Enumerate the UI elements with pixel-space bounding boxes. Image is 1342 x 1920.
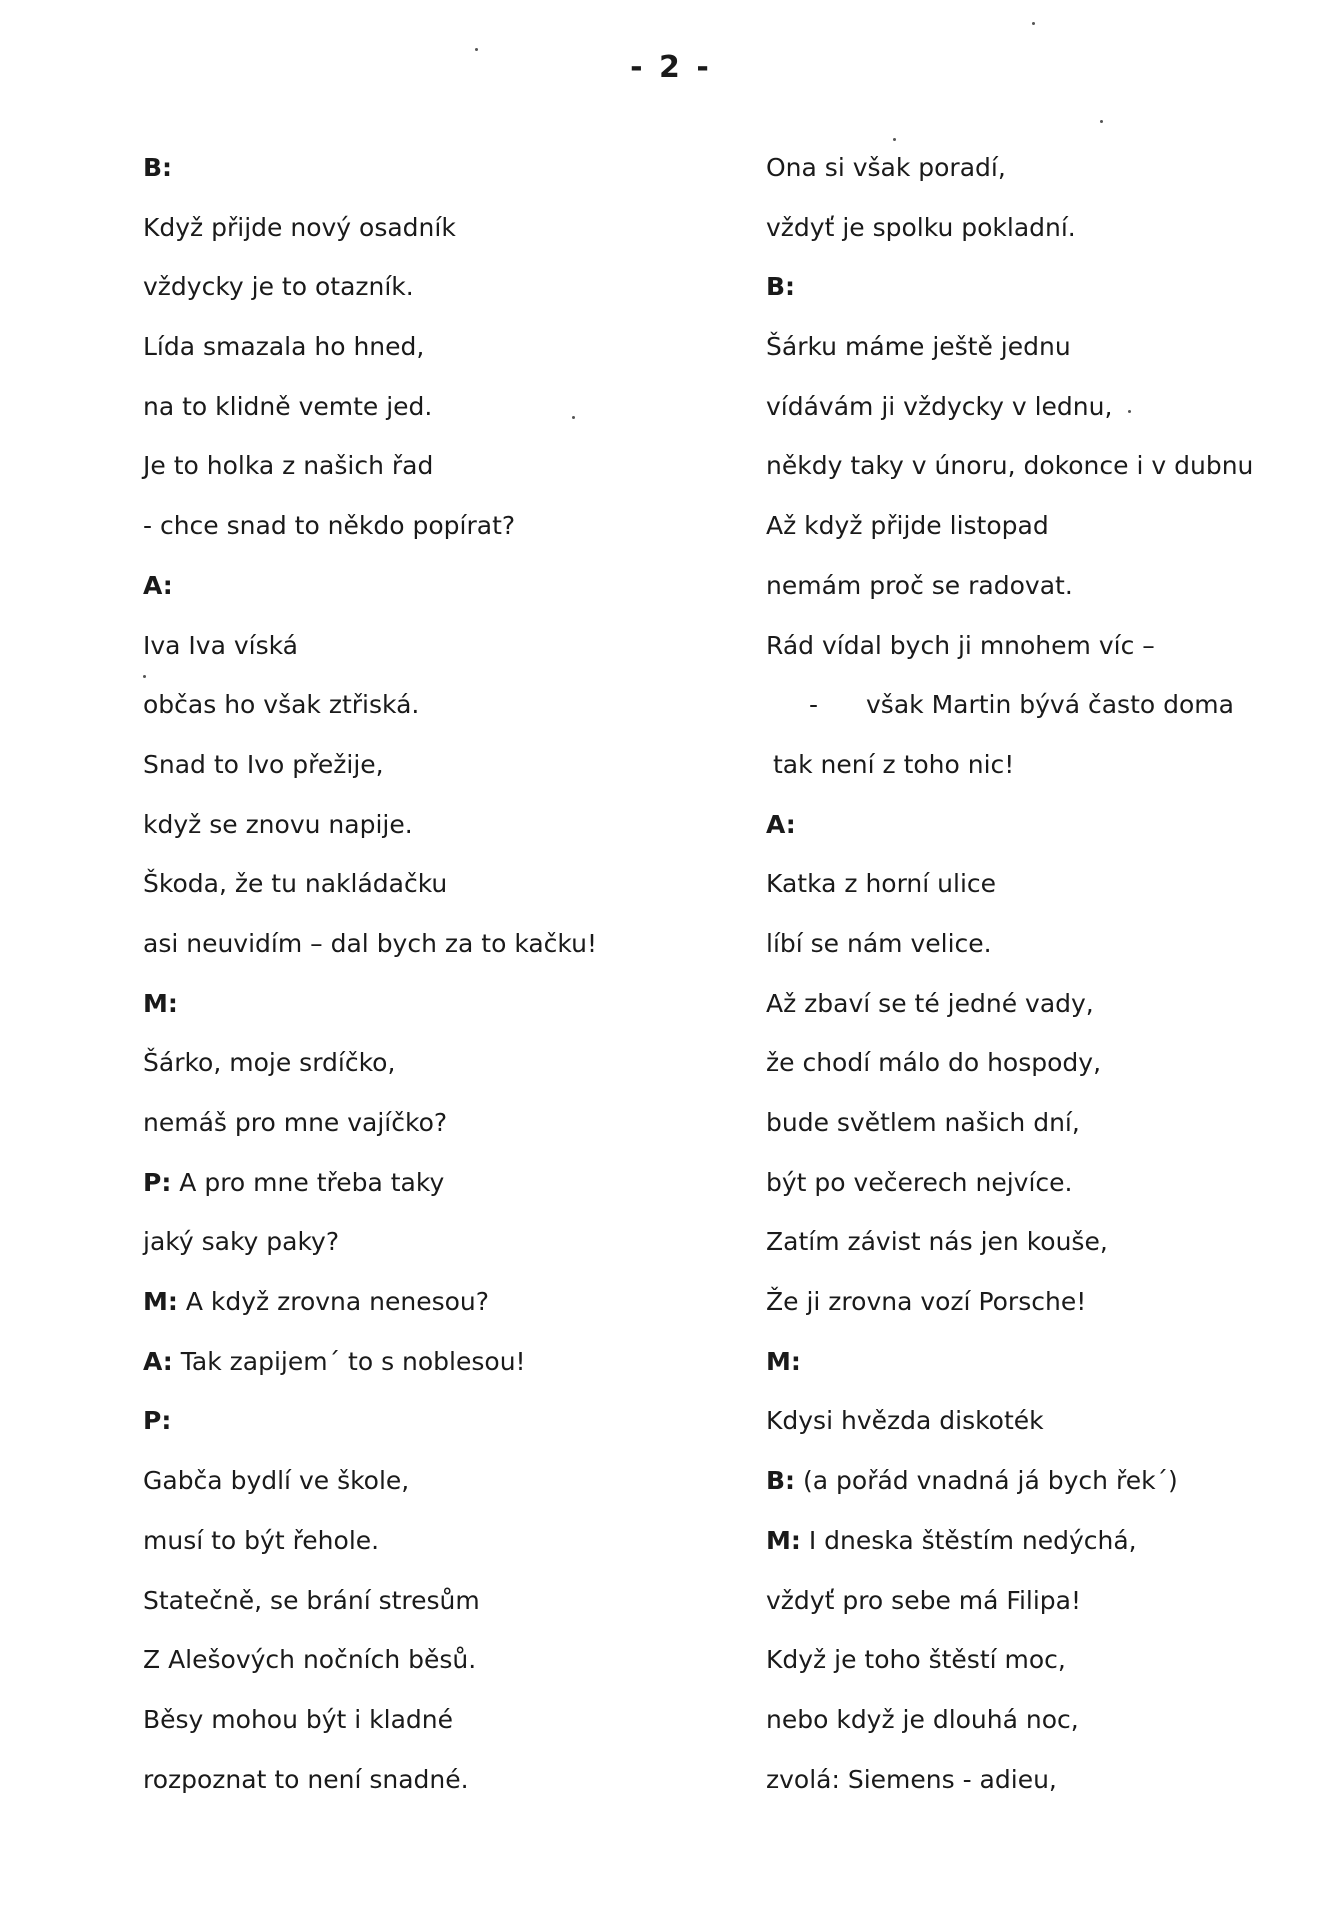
verse-text: zvolá: Siemens - adieu, [766, 1764, 1057, 1794]
left-column [143, 150, 623, 1821]
verse-text: Tak zapijem´ to s noblesou! [172, 1346, 526, 1376]
verse-line [766, 1165, 1326, 1225]
speaker-label: M: [766, 1346, 801, 1376]
verse-line [766, 986, 1326, 1046]
verse-text: Ona si však poradí, [766, 153, 1006, 182]
verse-text: Iva Iva víská [143, 630, 298, 660]
verse-text: Z Alešových nočních běsů. [143, 1645, 477, 1675]
verse-line [766, 1105, 1326, 1165]
verse-text: Když je toho štěstí moc, [766, 1645, 1066, 1675]
verse-line [143, 1045, 623, 1105]
verse-line [766, 1284, 1326, 1344]
verse-line [766, 1463, 1326, 1523]
verse-text: občas ho však ztřiská. [143, 690, 420, 720]
verse-line [143, 1344, 623, 1404]
verse-text: nebo když je dlouhá noc, [766, 1704, 1079, 1734]
verse-line [143, 448, 623, 508]
verse-line [766, 628, 1326, 688]
verse-text: vždycky je to otazník. [143, 272, 414, 302]
verse-text: nemám proč se radovat. [766, 570, 1073, 600]
verse-text: Že ji zrovna vozí Porsche! [766, 1287, 1087, 1317]
speaker-label: M: [766, 1525, 801, 1555]
verse-text: Šárko, moje srdíčko, [143, 1048, 396, 1078]
speaker-label: A: [143, 570, 173, 600]
verse-text: Běsy mohou být i kladné [143, 1704, 454, 1734]
verse-text: Až když přijde listopad [766, 511, 1049, 541]
verse-text: však Martin bývá často doma [866, 690, 1234, 720]
speaker-label: M: [143, 988, 178, 1018]
verse-line [766, 1523, 1326, 1583]
verse-line [143, 1165, 623, 1225]
verse-line [766, 866, 1326, 926]
verse-line [766, 687, 1326, 747]
speaker-label: A: [766, 809, 796, 839]
verse-text: Statečně, se brání stresům [143, 1585, 480, 1615]
verse-line [766, 1762, 1326, 1822]
verse-text: tak není z toho nic! [773, 749, 1015, 779]
verse-line [143, 389, 623, 449]
right-column [766, 150, 1326, 1821]
scan-speck [1128, 410, 1131, 413]
verse-line [766, 1583, 1326, 1643]
scan-speck [572, 416, 575, 419]
verse-line [143, 1583, 623, 1643]
page-number: - 2 - [630, 50, 712, 85]
verse-line [143, 329, 623, 389]
verse-line [143, 508, 623, 568]
scan-speck [893, 138, 896, 141]
dash-mark: - [809, 690, 819, 720]
verse-line [766, 747, 1326, 807]
speaker-label: A: [143, 1346, 173, 1376]
verse-text: nemáš pro mne vajíčko? [143, 1108, 448, 1137]
verse-line [143, 1762, 623, 1822]
verse-line [766, 1224, 1326, 1284]
verse-text: Šárku máme ještě jednu [766, 332, 1071, 362]
verse-text: líbí se nám velice. [766, 928, 992, 958]
verse-text: Když přijde nový osadník [143, 212, 456, 242]
verse-text: jaký saky paky? [143, 1227, 340, 1257]
verse-line [143, 687, 623, 747]
verse-line [143, 1523, 623, 1583]
verse-line [143, 1224, 623, 1284]
verse-text: Je to holka z našich řad [143, 451, 434, 481]
verse-text: asi neuvidím – dal bych za to kačku! [143, 928, 598, 958]
verse-line [143, 986, 623, 1046]
verse-text: když se znovu napije. [143, 809, 413, 839]
verse-line [143, 269, 623, 329]
verse-line [143, 1403, 623, 1463]
verse-text: Škoda, že tu nakládačku [143, 869, 448, 899]
speaker-label: B: [766, 1466, 796, 1496]
verse-line [143, 150, 623, 210]
verse-line [766, 568, 1326, 628]
verse-line [143, 866, 623, 926]
verse-text: že chodí málo do hospody, [766, 1048, 1102, 1078]
verse-line [766, 926, 1326, 986]
verse-text: Kdysi hvězda diskoték [766, 1406, 1044, 1436]
verse-line [143, 1642, 623, 1702]
verse-text: A pro mne třeba taky [171, 1167, 445, 1197]
verse-line [766, 210, 1326, 270]
verse-line [766, 1642, 1326, 1702]
verse-text: Snad to Ivo přežije, [143, 749, 384, 779]
verse-line [766, 807, 1326, 867]
verse-line [143, 568, 623, 628]
scan-speck [475, 48, 478, 51]
verse-line [766, 150, 1326, 210]
scan-speck [1100, 120, 1103, 123]
verse-line [766, 1344, 1326, 1404]
verse-text: (a pořád vnadná já bych řek´) [795, 1466, 1178, 1496]
verse-text: vždyť pro sebe má Filipa! [766, 1585, 1082, 1615]
verse-text: Až zbaví se té jedné vady, [766, 988, 1094, 1018]
verse-text: I dneska štěstím nedýchá, [800, 1525, 1137, 1555]
verse-line [766, 1702, 1326, 1762]
scan-speck [1032, 22, 1035, 25]
verse-line [143, 926, 623, 986]
verse-line [766, 508, 1326, 568]
verse-line [143, 1702, 623, 1762]
verse-text: Gabča bydlí ve škole, [143, 1466, 410, 1496]
verse-line [143, 807, 623, 867]
verse-line [766, 269, 1326, 329]
verse-line [143, 1463, 623, 1523]
verse-line [766, 1403, 1326, 1463]
verse-text: na to klidně vemte jed. [143, 391, 433, 421]
verse-text: musí to být řehole. [143, 1525, 380, 1555]
verse-line [143, 628, 623, 688]
verse-line [766, 329, 1326, 389]
speaker-label: M: [143, 1287, 178, 1317]
verse-line [143, 1105, 623, 1165]
verse-line [143, 210, 623, 270]
verse-text: Lída smazala ho hned, [143, 332, 425, 362]
verse-text: Katka z horní ulice [766, 869, 997, 899]
verse-line [143, 747, 623, 807]
speaker-label: B: [766, 272, 796, 302]
speaker-label: B: [143, 153, 173, 182]
verse-line [766, 448, 1326, 508]
verse-line [766, 1045, 1326, 1105]
speaker-label: P: [143, 1167, 172, 1197]
speaker-label: P: [143, 1406, 172, 1436]
verse-text: A když zrovna nenesou? [177, 1287, 490, 1317]
verse-text: vždyť je spolku pokladní. [766, 212, 1076, 242]
verse-text: Rád vídal bych ji mnohem víc – [766, 630, 1155, 660]
verse-text: - chce snad to někdo popírat? [143, 511, 516, 541]
verse-line [143, 1284, 623, 1344]
verse-text: Zatím závist nás jen kouše, [766, 1227, 1108, 1257]
verse-text: být po večerech nejvíce. [766, 1167, 1073, 1197]
verse-text: někdy taky v únoru, dokonce i v dubnu [766, 451, 1254, 481]
verse-text: vídávám ji vždycky v lednu, [766, 391, 1113, 421]
verse-line [766, 389, 1326, 449]
scan-speck [143, 675, 146, 678]
verse-text: rozpoznat to není snadné. [143, 1764, 469, 1794]
verse-text: bude světlem našich dní, [766, 1108, 1080, 1137]
